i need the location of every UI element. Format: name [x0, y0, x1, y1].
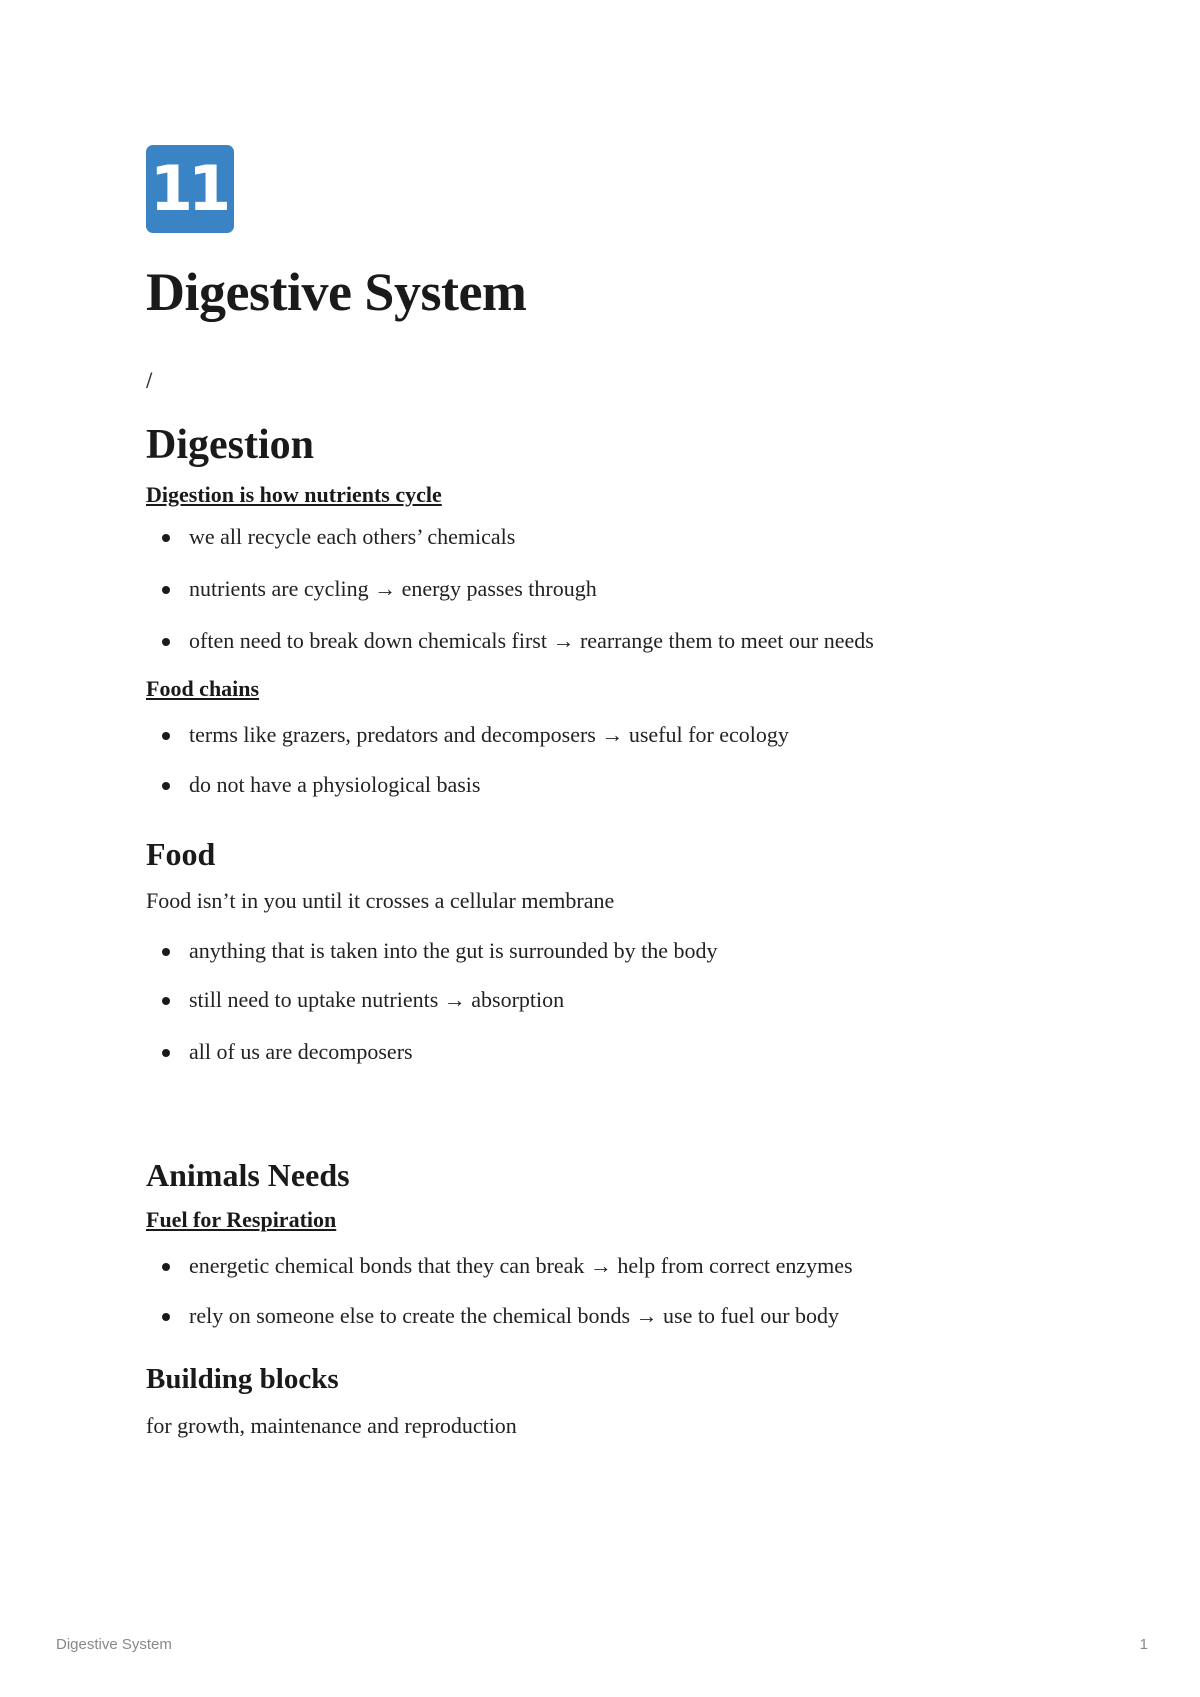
footer-document-title: Digestive System [56, 1636, 172, 1653]
section-heading-food: Food [146, 836, 216, 872]
list-item: rely on someone else to create the chemical bonds → use to fuel our body [146, 1302, 1066, 1330]
list-item: still need to uptake nutrients → absorption [146, 986, 1066, 1014]
list-item: often need to break down chemicals first → rearrange them to meet our needs [146, 627, 1066, 655]
page-content [146, 145, 1066, 1440]
subheading-nutrient-cycle: Digestion is how nutrients cycle [146, 482, 442, 507]
subheading-fuel-for-respiration: Fuel for Respiration [146, 1207, 337, 1232]
list-nutrient-cycle [146, 523, 1066, 655]
list-item: anything that is taken into the gut is surrounded by the body [146, 937, 1066, 965]
list-fuel-for-respiration [146, 1252, 1066, 1330]
list-item: all of us are decomposers [146, 1038, 1066, 1066]
list-food-chains [146, 721, 1066, 799]
list-item: we all recycle each others’ chemicals [146, 523, 1066, 551]
list-item: nutrients are cycling → energy passes through [146, 575, 1066, 603]
section-heading-animals-needs: Animals Needs [146, 1157, 350, 1193]
page-title: Digestive System [146, 262, 527, 322]
building-blocks-text: for growth, maintenance and reproduction [146, 1413, 517, 1438]
section-heading-digestion: Digestion [146, 422, 314, 468]
page-icon-number: 11 [149, 152, 227, 225]
section-heading-building-blocks: Building blocks [146, 1363, 339, 1395]
list-item: terms like grazers, predators and decomposers → useful for ecology [146, 721, 1066, 749]
list-item: do not have a physiological basis [146, 771, 1066, 799]
page-icon [146, 145, 234, 233]
breadcrumb[interactable]: / [146, 369, 153, 391]
list-food [146, 937, 1066, 1066]
subheading-food-chains: Food chains [146, 676, 260, 701]
list-item: energetic chemical bonds that they can break → help from correct enzymes [146, 1252, 1066, 1280]
footer-page-number: 1 [1139, 1636, 1148, 1653]
food-intro: Food isn’t in you until it crosses a cellular membrane [146, 888, 615, 913]
